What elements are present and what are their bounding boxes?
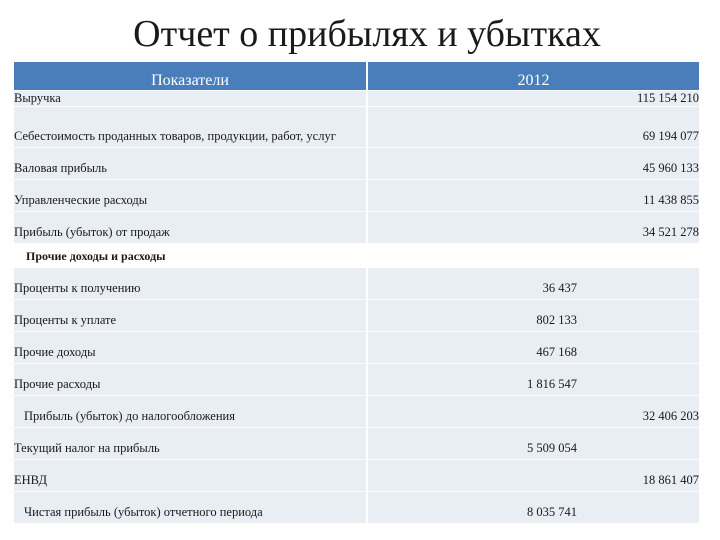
row-label: ЕНВД bbox=[14, 460, 367, 492]
row-label: Управленческие расходы bbox=[14, 180, 367, 212]
table-row bbox=[14, 180, 699, 212]
row-value: 69 194 077 bbox=[367, 107, 699, 148]
row-value: 5 509 054 bbox=[367, 428, 699, 460]
section-row bbox=[14, 244, 699, 268]
table-row bbox=[14, 300, 699, 332]
table-row bbox=[14, 364, 699, 396]
row-label: Прочие расходы bbox=[14, 364, 367, 396]
row-value: 36 437 bbox=[367, 268, 699, 300]
row-label: Проценты к уплате bbox=[14, 300, 367, 332]
table-row bbox=[14, 428, 699, 460]
row-value: 11 438 855 bbox=[367, 180, 699, 212]
row-label: Проценты к получению bbox=[14, 268, 367, 300]
row-value: 467 168 bbox=[367, 332, 699, 364]
page-title: Отчет о прибылях и убытках bbox=[133, 13, 601, 55]
report-table bbox=[14, 62, 700, 524]
table-row bbox=[14, 107, 699, 148]
row-label: Выручка bbox=[14, 91, 367, 107]
table-row bbox=[14, 396, 699, 428]
row-value: 34 521 278 bbox=[367, 212, 699, 244]
row-label: Чистая прибыль (убыток) отчетного периода bbox=[14, 492, 367, 524]
table-row bbox=[14, 492, 699, 524]
row-value: 18 861 407 bbox=[367, 460, 699, 492]
row-value: 45 960 133 bbox=[367, 148, 699, 180]
table-row bbox=[14, 332, 699, 364]
header-year: 2012 bbox=[367, 62, 699, 91]
section-heading: Прочие доходы и расходы bbox=[14, 244, 699, 268]
row-label: Валовая прибыль bbox=[14, 148, 367, 180]
row-value: 115 154 210 bbox=[367, 91, 699, 107]
table-row bbox=[14, 212, 699, 244]
row-label: Себестоимость проданных товаров, продукции, работ, услуг bbox=[14, 107, 367, 148]
row-label: Прибыль (убыток) до налогообложения bbox=[14, 396, 367, 428]
row-value: 1 816 547 bbox=[367, 364, 699, 396]
header-label: Показатели bbox=[14, 62, 367, 91]
table-row bbox=[14, 268, 699, 300]
table-row bbox=[14, 91, 699, 107]
table-row bbox=[14, 148, 699, 180]
table-header bbox=[14, 62, 699, 91]
row-label: Прочие доходы bbox=[14, 332, 367, 364]
row-label: Текущий налог на прибыль bbox=[14, 428, 367, 460]
row-label: Прибыль (убыток) от продаж bbox=[14, 212, 367, 244]
row-value: 32 406 203 bbox=[367, 396, 699, 428]
row-value: 8 035 741 bbox=[367, 492, 699, 524]
row-value: 802 133 bbox=[367, 300, 699, 332]
table-row bbox=[14, 460, 699, 492]
